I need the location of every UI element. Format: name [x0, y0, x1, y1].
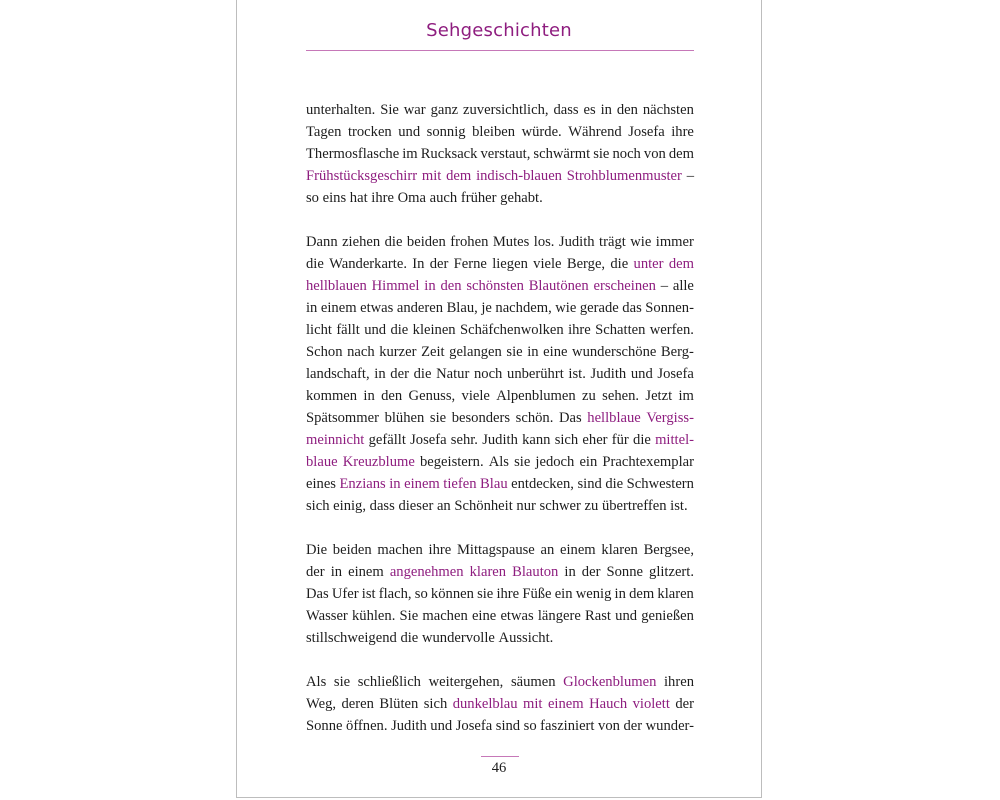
- word: Sonne: [306, 718, 343, 734]
- highlighted-word: unter: [633, 256, 664, 272]
- highlighted-word: Himmel: [371, 278, 420, 294]
- word: machen: [377, 542, 423, 558]
- word: der: [429, 256, 449, 272]
- word: etwas: [500, 608, 534, 624]
- word: –: [660, 278, 669, 294]
- word: Weg,: [306, 696, 337, 712]
- word: Das: [558, 410, 582, 426]
- word: in: [614, 586, 626, 602]
- highlighted-word: Hauch: [589, 696, 628, 712]
- word: Tagen: [306, 124, 342, 140]
- word: wunderschöne: [572, 344, 657, 360]
- word: frohen: [450, 234, 489, 250]
- word: die: [400, 630, 422, 646]
- word: dass: [369, 498, 399, 514]
- word: kommen: [306, 388, 358, 404]
- word: so: [306, 190, 323, 206]
- highlighted-word: dem: [668, 256, 694, 272]
- word: dieser: [398, 498, 437, 514]
- word: wundervolle: [421, 630, 499, 646]
- word: ist.: [670, 498, 688, 514]
- word: Oma: [397, 190, 430, 206]
- word: ziehen: [342, 234, 381, 250]
- paragraph: [306, 231, 694, 517]
- word: Als: [306, 674, 327, 690]
- text-line: [306, 495, 694, 517]
- word: ist: [361, 586, 376, 602]
- word: die: [413, 366, 432, 382]
- word: anderen: [396, 300, 444, 316]
- text-line: [306, 231, 694, 253]
- word: der: [623, 718, 643, 734]
- word: Schwestern: [626, 476, 694, 492]
- word: liegen: [492, 256, 528, 272]
- text-line: [306, 583, 694, 605]
- text-line: [306, 407, 694, 429]
- word: Bergsee,: [643, 542, 694, 558]
- word: ihren: [664, 674, 694, 690]
- word: Thermosflasche: [306, 146, 400, 162]
- word: in: [363, 388, 375, 404]
- word: Dann: [306, 234, 338, 250]
- highlighted-word: mit: [421, 168, 442, 184]
- word: es: [583, 102, 596, 118]
- highlighted-word: Vergiss-: [646, 410, 694, 426]
- word: Schäfchenwolken: [459, 322, 564, 338]
- word: Rucksack: [420, 146, 478, 162]
- text-line: [306, 319, 694, 341]
- word: licht: [306, 322, 332, 338]
- text-line: [306, 253, 694, 275]
- highlighted-word: dunkelblau: [452, 696, 518, 712]
- word: wenig: [575, 586, 612, 602]
- word: Josefa: [628, 124, 665, 140]
- word: einem: [320, 300, 357, 316]
- word: Zeit: [421, 344, 445, 360]
- word: glitzert.: [649, 564, 694, 580]
- word: in: [600, 102, 612, 118]
- word: verstaut,: [480, 146, 531, 162]
- word: viele: [461, 388, 490, 404]
- word: können: [430, 586, 474, 602]
- word: hat: [349, 190, 372, 206]
- word: Judith: [590, 366, 627, 382]
- word: den: [381, 388, 403, 404]
- highlighted-word: schönsten: [466, 278, 524, 294]
- word: wie: [555, 300, 577, 316]
- word: besonders: [451, 410, 511, 426]
- highlighted-word: Blautönen: [528, 278, 589, 294]
- word: eher: [582, 432, 608, 448]
- word: würde.: [521, 124, 562, 140]
- word: nächsten: [642, 102, 694, 118]
- word: alle: [672, 278, 694, 294]
- word: Wasser: [306, 608, 348, 624]
- word: ihre: [496, 586, 520, 602]
- word: Josefa: [410, 432, 447, 448]
- word: von: [598, 718, 620, 734]
- word: dass: [553, 102, 579, 118]
- header-divider: [306, 50, 694, 51]
- word: ganz: [430, 102, 459, 118]
- word: Wanderkarte.: [329, 256, 407, 272]
- word: sie: [429, 410, 447, 426]
- word: dem: [629, 586, 655, 602]
- word: Füße: [522, 586, 552, 602]
- word: zu: [582, 388, 596, 404]
- word: gerade: [579, 300, 619, 316]
- word: Jetzt: [645, 388, 673, 404]
- word: in: [306, 300, 318, 316]
- word: sonnig: [426, 124, 466, 140]
- word: deren: [341, 696, 374, 712]
- word: trägt: [599, 234, 626, 250]
- word: in: [564, 564, 576, 580]
- word: schön.: [515, 410, 554, 426]
- word: Sonne: [606, 564, 643, 580]
- word: sehr.: [450, 432, 478, 448]
- word: viele: [533, 256, 562, 272]
- highlighted-word: einem: [547, 696, 584, 712]
- page-number: 46: [491, 760, 507, 776]
- word: von: [643, 146, 666, 162]
- word: Berge,: [566, 256, 606, 272]
- word: die: [390, 322, 409, 338]
- word: noch: [473, 366, 503, 382]
- highlighted-word: Blauton: [512, 564, 559, 580]
- word: Rast: [585, 608, 611, 624]
- word: zu: [584, 498, 602, 514]
- word: Berg-: [660, 344, 694, 360]
- word: in: [330, 564, 343, 580]
- highlighted-word: violett: [632, 696, 670, 712]
- word: und: [615, 608, 638, 624]
- highlighted-word: Enzians: [339, 476, 386, 492]
- word: war: [403, 102, 426, 118]
- body-text: [306, 99, 694, 759]
- word: ein: [579, 454, 598, 470]
- word: ist.: [568, 366, 586, 382]
- highlighted-word: indisch-blauen: [476, 168, 562, 184]
- text-line: [306, 275, 694, 297]
- word: öffnen.: [346, 718, 388, 734]
- text-line: [306, 671, 694, 693]
- word: ihre: [671, 124, 694, 140]
- text-line: [306, 297, 694, 319]
- word: zuversichtlich,: [463, 102, 549, 118]
- highlighted-word: mittel-: [655, 432, 694, 448]
- text-line: [306, 605, 694, 627]
- word: wie: [630, 234, 652, 250]
- text-line: [306, 429, 694, 451]
- word: übertreffen: [601, 498, 671, 514]
- word: im: [402, 146, 418, 162]
- text-line: [306, 363, 694, 385]
- word: flach,: [378, 586, 412, 602]
- word: in: [527, 344, 539, 360]
- word: schließlich: [357, 674, 421, 690]
- word: immer: [655, 234, 694, 250]
- word: Judith: [558, 234, 595, 250]
- word: Schönheit: [454, 498, 517, 514]
- word: Ferne: [453, 256, 487, 272]
- word: Sonnen-: [645, 300, 694, 316]
- highlighted-word: meinnicht: [306, 432, 365, 448]
- word: Das: [306, 586, 329, 602]
- word: Mutes: [492, 234, 530, 250]
- word: fasziniert: [540, 718, 595, 734]
- highlighted-word: dem: [446, 168, 472, 184]
- text-line: [306, 165, 694, 187]
- word: kleinen: [412, 322, 456, 338]
- word: klaren: [657, 586, 694, 602]
- word: sich: [306, 498, 334, 514]
- word: eine: [471, 608, 497, 624]
- highlighted-word: in: [424, 278, 436, 294]
- word: an: [436, 498, 455, 514]
- word: nur: [516, 498, 540, 514]
- word: in: [374, 366, 386, 382]
- word: die: [384, 234, 403, 250]
- text-line: [306, 143, 694, 165]
- text-line: [306, 341, 694, 363]
- word: Ufer: [331, 586, 359, 602]
- text-line: [306, 385, 694, 407]
- text-line: [306, 627, 694, 649]
- word: Blüten: [379, 696, 419, 712]
- word: Sie: [380, 102, 399, 118]
- word: das: [622, 300, 642, 316]
- word: schwer: [539, 498, 585, 514]
- word: eines: [306, 476, 336, 492]
- word: wunder-: [645, 718, 694, 734]
- word: im: [678, 388, 694, 404]
- word: Schatten: [595, 322, 646, 338]
- word: säumen: [510, 674, 556, 690]
- word: Mittagspause: [456, 542, 535, 558]
- word: sie: [506, 344, 523, 360]
- word: ihre: [428, 542, 452, 558]
- word: sich: [423, 696, 448, 712]
- highlighted-word: Frühstücksgeschirr: [306, 168, 418, 184]
- word: die: [605, 476, 624, 492]
- word: jedoch: [535, 454, 575, 470]
- word: blühen: [384, 410, 425, 426]
- word: kühlen.: [351, 608, 396, 624]
- word: die: [610, 256, 629, 272]
- word: Als: [488, 454, 509, 470]
- highlighted-word: blaue: [306, 454, 338, 470]
- word: Josefa: [455, 718, 493, 734]
- word: dem: [668, 146, 694, 162]
- highlighted-word: Kreuzblume: [342, 454, 415, 470]
- paragraph: [306, 671, 694, 737]
- word: schwärmt: [533, 146, 591, 162]
- word: und: [630, 366, 653, 382]
- word: für: [611, 432, 629, 448]
- word: Aussicht.: [498, 630, 554, 646]
- text-line: [306, 561, 694, 583]
- word: und: [430, 718, 453, 734]
- highlighted-word: tiefen: [443, 476, 477, 492]
- word: weitergehen,: [428, 674, 504, 690]
- word: sind: [495, 718, 521, 734]
- word: noch: [612, 146, 641, 162]
- highlighted-word: hellblaue: [587, 410, 641, 426]
- paragraph: [306, 539, 694, 649]
- word: sie: [333, 674, 351, 690]
- word: Blau,: [446, 300, 478, 316]
- word: der: [581, 564, 601, 580]
- word: der: [390, 366, 409, 382]
- text-line: [306, 473, 694, 495]
- word: so: [414, 586, 428, 602]
- word: beiden: [406, 234, 446, 250]
- word: auch: [429, 190, 461, 206]
- word: Alpenblumen: [496, 388, 576, 404]
- word: Judith: [391, 718, 427, 734]
- highlighted-word: erscheinen: [593, 278, 656, 294]
- word: Spätsommer: [306, 410, 379, 426]
- word: klaren: [601, 542, 638, 558]
- word: einem: [560, 542, 596, 558]
- word: und: [364, 322, 387, 338]
- text-line: [306, 539, 694, 561]
- word: Natur: [436, 366, 470, 382]
- word: Prachtexemplar: [602, 454, 694, 470]
- word: entdecken,: [511, 476, 574, 492]
- word: begeistern.: [419, 454, 484, 470]
- word: sie: [593, 146, 610, 162]
- word: früher: [460, 190, 501, 206]
- word: fällt: [336, 322, 360, 338]
- highlighted-word: klaren: [469, 564, 507, 580]
- word: etwas: [360, 300, 394, 316]
- book-page: [236, 0, 762, 798]
- word: der: [675, 696, 694, 712]
- word: die: [306, 256, 324, 272]
- text-line: [306, 121, 694, 143]
- highlighted-word: den: [440, 278, 462, 294]
- word: los.: [533, 234, 555, 250]
- word: Judith: [482, 432, 518, 448]
- word: sehen.: [602, 388, 640, 404]
- highlighted-word: hellblauen: [306, 278, 367, 294]
- word: In: [412, 256, 425, 272]
- word: nachdem,: [495, 300, 552, 316]
- word: –: [686, 168, 694, 184]
- word: Die: [306, 542, 328, 558]
- word: kann: [522, 432, 551, 448]
- word: sich: [554, 432, 579, 448]
- paragraph: [306, 99, 694, 209]
- word: ihre: [371, 190, 398, 206]
- word: eine: [543, 344, 568, 360]
- text-line: [306, 187, 694, 209]
- word: sie: [477, 586, 494, 602]
- word: Schon: [306, 344, 343, 360]
- word: den: [616, 102, 638, 118]
- text-line: [306, 693, 694, 715]
- word: die: [633, 432, 651, 448]
- word: Während: [568, 124, 622, 140]
- word: eins: [322, 190, 350, 206]
- highlighted-word: in: [389, 476, 401, 492]
- word: sie: [514, 454, 531, 470]
- word: ihre: [568, 322, 591, 338]
- highlighted-word: Blau: [480, 476, 508, 492]
- word: Genuss,: [408, 388, 456, 404]
- word: und: [398, 124, 421, 140]
- word: genießen: [641, 608, 694, 624]
- word: werfen.: [649, 322, 694, 338]
- word: gehabt.: [500, 190, 543, 206]
- word: der: [306, 564, 325, 580]
- highlighted-word: Strohblumenmuster: [566, 168, 682, 184]
- word: machen: [422, 608, 468, 624]
- text-line: [306, 451, 694, 473]
- text-line: [306, 99, 694, 121]
- word: Sie: [399, 608, 419, 624]
- word: an: [540, 542, 555, 558]
- word: bleiben: [472, 124, 516, 140]
- highlighted-word: einem: [404, 476, 440, 492]
- text-line: [306, 715, 694, 737]
- word: gelangen: [449, 344, 502, 360]
- word: stillschweigend: [306, 630, 401, 646]
- word: gefällt: [368, 432, 406, 448]
- word: kurzer: [379, 344, 417, 360]
- word: einig,: [333, 498, 370, 514]
- highlighted-word: Glockenblumen: [563, 674, 657, 690]
- page-header-title: Sehgeschichten: [426, 20, 572, 41]
- word: so: [523, 718, 537, 734]
- footer-divider: [481, 756, 519, 757]
- word: unberührt: [507, 366, 564, 382]
- word: einem: [348, 564, 384, 580]
- word: je: [481, 300, 492, 316]
- word: trocken: [347, 124, 392, 140]
- word: sind: [577, 476, 602, 492]
- highlighted-word: mit: [523, 696, 543, 712]
- word: unterhalten.: [306, 102, 376, 118]
- word: längere: [537, 608, 581, 624]
- word: landschaft,: [306, 366, 370, 382]
- word: ein: [554, 586, 573, 602]
- highlighted-word: angenehmen: [389, 564, 464, 580]
- word: Josefa: [657, 366, 694, 382]
- word: beiden: [332, 542, 372, 558]
- word: nach: [347, 344, 375, 360]
